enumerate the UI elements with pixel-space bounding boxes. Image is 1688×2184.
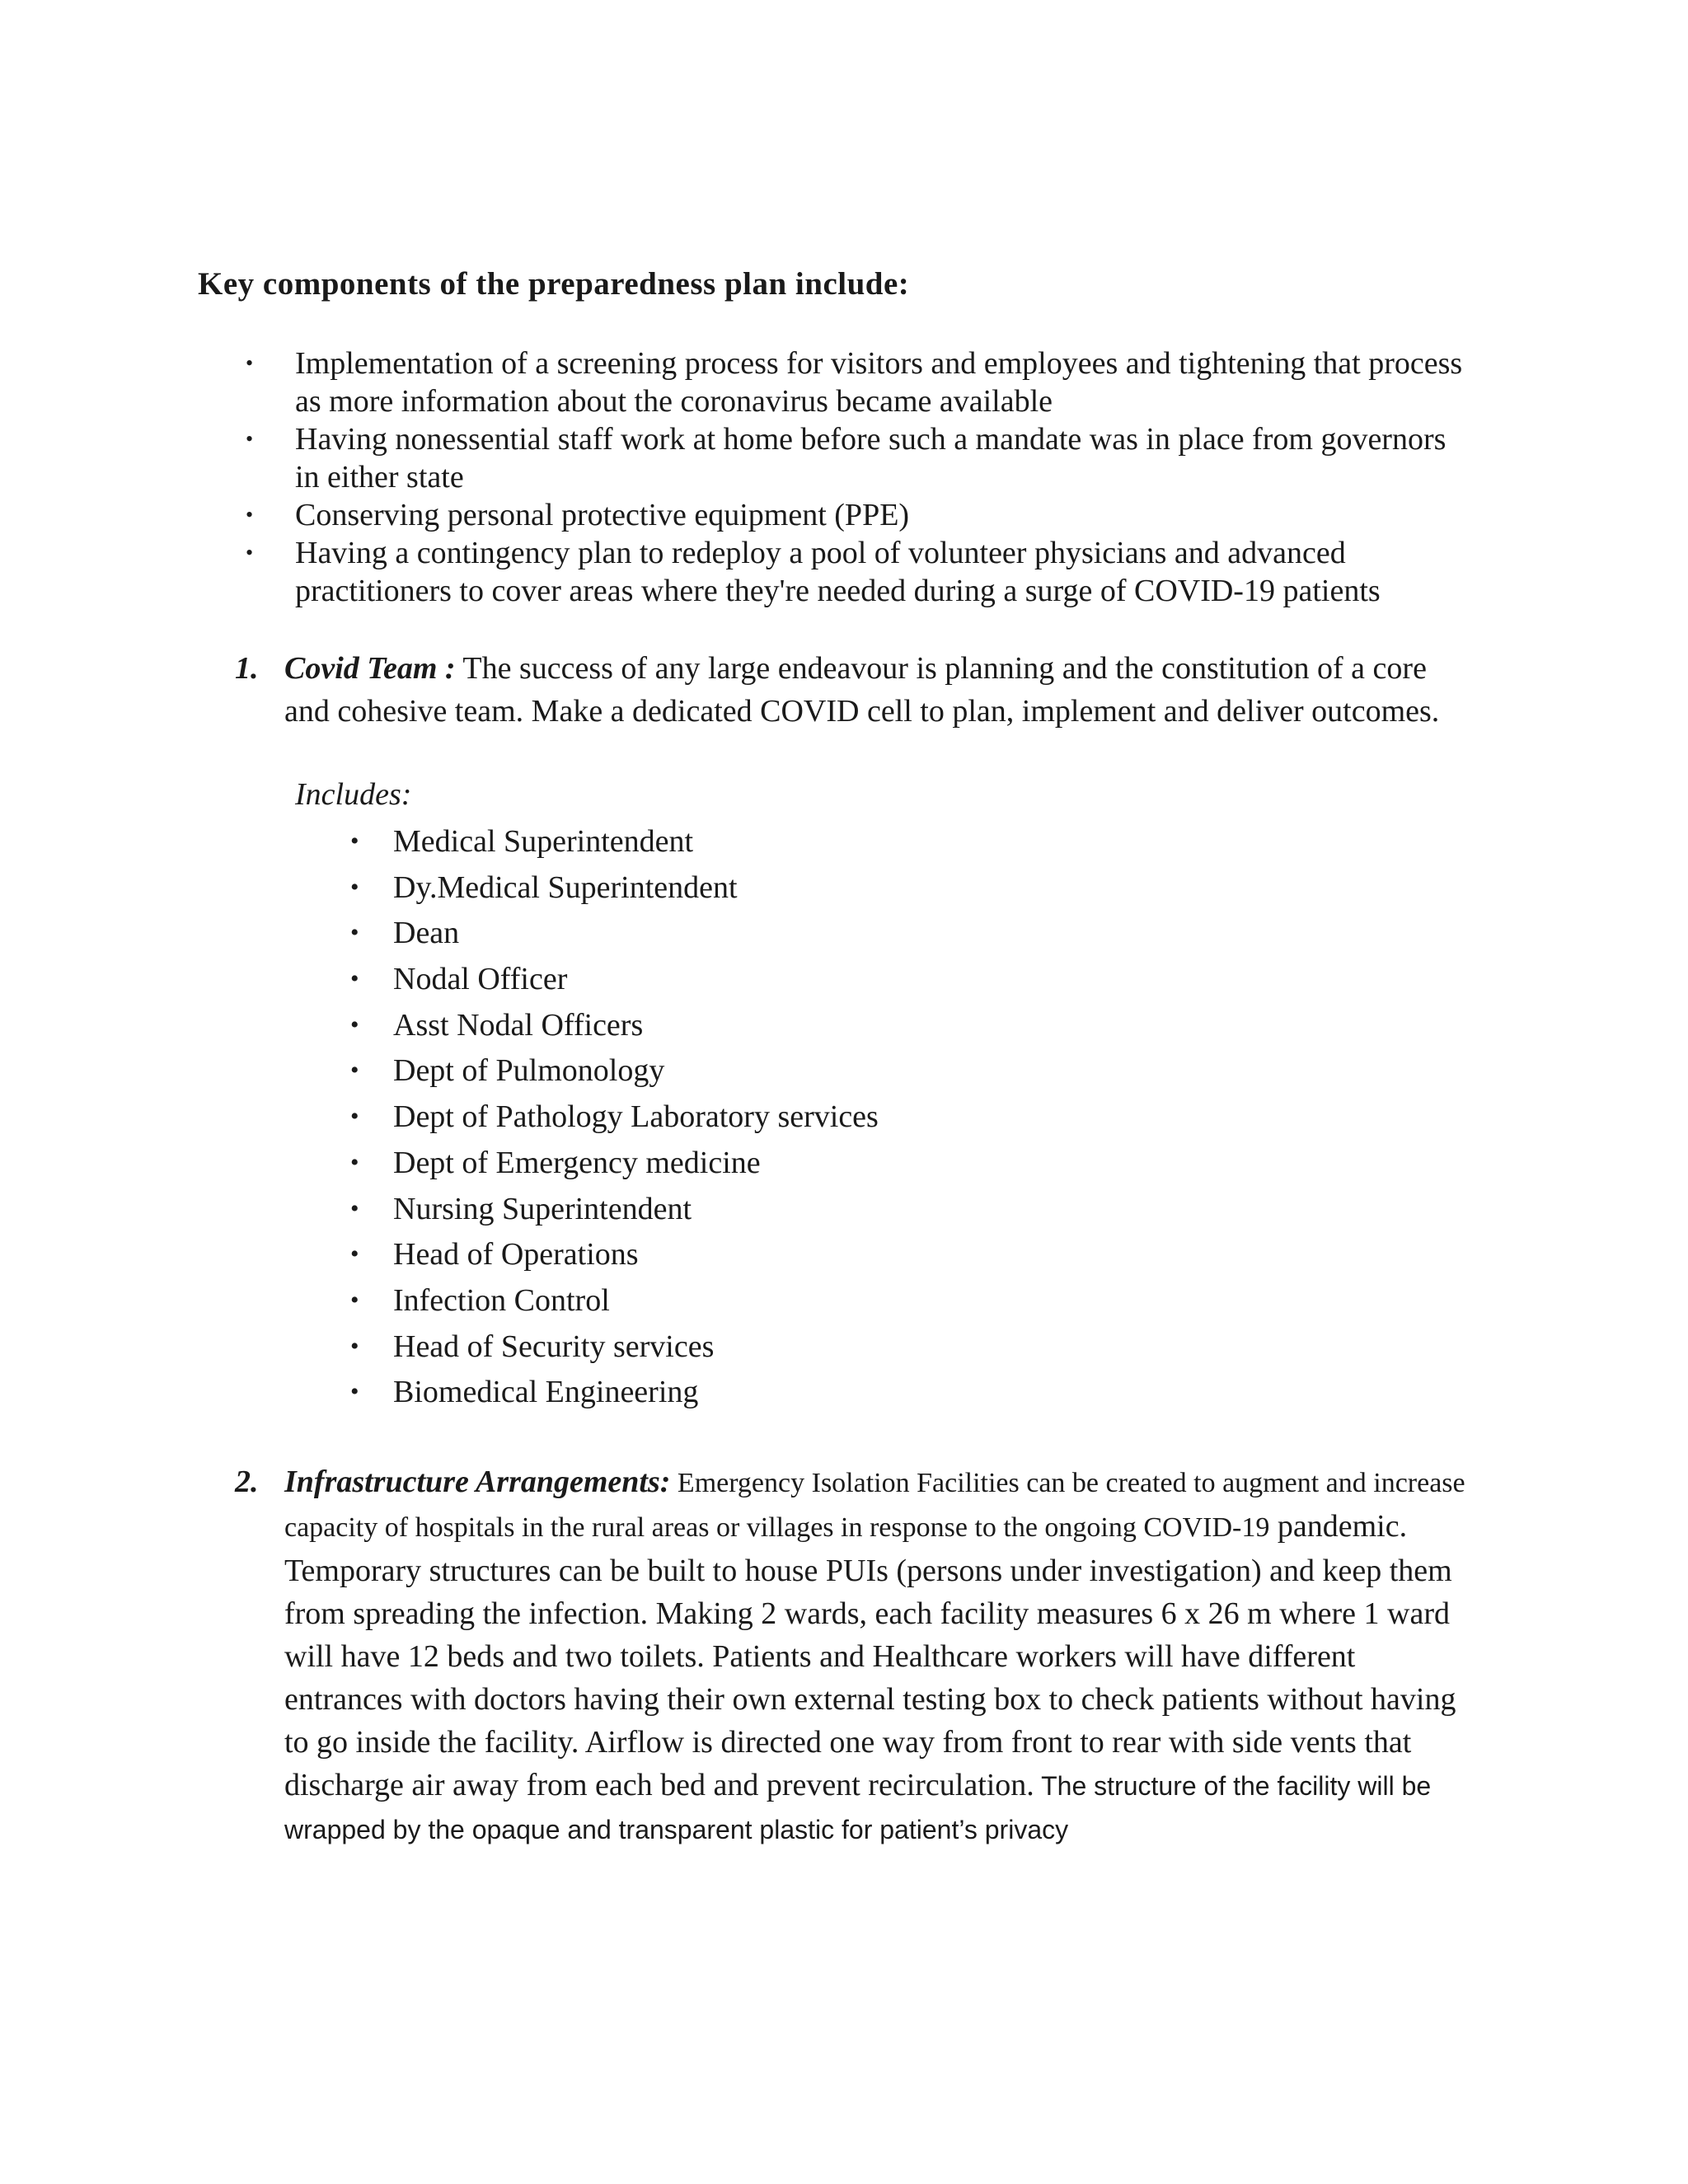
section-number: 2. (235, 1465, 259, 1499)
bullet-icon: • (350, 873, 359, 901)
bullet-icon: • (350, 919, 359, 947)
list-item: • Nodal Officer (350, 962, 568, 997)
bullet-icon: • (350, 1010, 359, 1038)
bullet-icon: • (350, 827, 359, 855)
bullet-icon: • (246, 541, 254, 565)
bullet-icon: • (350, 1148, 359, 1176)
section-text: The success of any large endeavour is planning and the constitution of a core and cohesive team. Make a dedicated COVID cell to plan, implement and deliver outcomes. (284, 651, 1440, 729)
section-infrastructure (235, 1460, 1471, 1851)
list-item: • Asst Nodal Officers (350, 1007, 644, 1043)
bullet-icon: • (350, 965, 359, 993)
list-item: • Biomedical Engineering (350, 1375, 699, 1410)
section-heading: Key components of the preparedness plan include: (198, 266, 910, 302)
list-item: • Head of Security services (350, 1329, 715, 1364)
list-item: • Infection Control (350, 1282, 610, 1318)
list-item: • Dept of Emergency medicine (350, 1145, 761, 1180)
section-lead-text: Emergency Isolation Facilities can be created to augment and increase capacity of hospitals in the rural areas or villages in response to the ongoing COVID-19 (284, 1468, 1465, 1543)
list-item: • Nursing Superintendent (350, 1191, 692, 1226)
bullet-icon: • (350, 1194, 359, 1222)
section-title: Covid Team : (284, 651, 456, 686)
bullet-icon: • (350, 1103, 359, 1131)
list-item: • Dept of Pathology Laboratory services (350, 1099, 879, 1135)
section-covid-team (235, 647, 1471, 733)
bullet-icon: • (246, 351, 254, 375)
bullet-icon: • (350, 1378, 359, 1406)
list-item: • Dy.Medical Superintendent (350, 869, 738, 905)
bullet-icon: • (350, 1332, 359, 1360)
section-text: pandemic. Temporary structures can be built to house PUIs (persons under investigation) and keep them from spreading the infection. Making 2 wards, each facility measures 6 x 26 m where 1 ward will have 12 beds and two toilets. Patients and Healthcare workers will have different entrances with doctors having their own external testing box to check patients without having to go inside the facility. Airflow is directed one way from front to rear with side vents that discharge air away from each bed and prevent recirculation. (284, 1509, 1456, 1802)
list-item: • Having nonessential staff work at home before such a mandate was in place from governors in either state (246, 422, 1447, 494)
list-item: • Conserving personal protective equipment (PPE) (246, 498, 910, 532)
team-members-list (350, 823, 879, 1419)
includes-label: Includes: (295, 777, 412, 812)
list-item: • Dept of Pulmonology (350, 1053, 665, 1089)
section-number: 1. (235, 651, 259, 686)
section-body (284, 1460, 1471, 1851)
bullet-icon: • (350, 1286, 359, 1314)
section-tail-text: The structure of the facility will be wrapped by the opaque and transparent plastic for patient’s privacy (284, 1771, 1432, 1844)
section-body (284, 647, 1471, 733)
list-item: • Dean (350, 916, 460, 951)
bullet-icon: • (246, 427, 254, 451)
list-item: • Having a contingency plan to redeploy a pool of volunteer physicians and advanced practitioners to cover areas where they're needed during a surge of COVID-19 patients (246, 536, 1381, 608)
bullet-icon: • (350, 1240, 359, 1268)
section-title: Infrastructure Arrangements: (284, 1465, 671, 1499)
bullet-icon: • (246, 503, 254, 527)
key-components-list (239, 344, 1475, 610)
bullet-icon: • (350, 1057, 359, 1085)
list-item: • Implementation of a screening process for visitors and employees and tightening that process as more information about the coronavirus became available (246, 346, 1463, 419)
list-item: • Head of Operations (350, 1237, 639, 1272)
list-item: • Medical Superintendent (350, 824, 694, 859)
